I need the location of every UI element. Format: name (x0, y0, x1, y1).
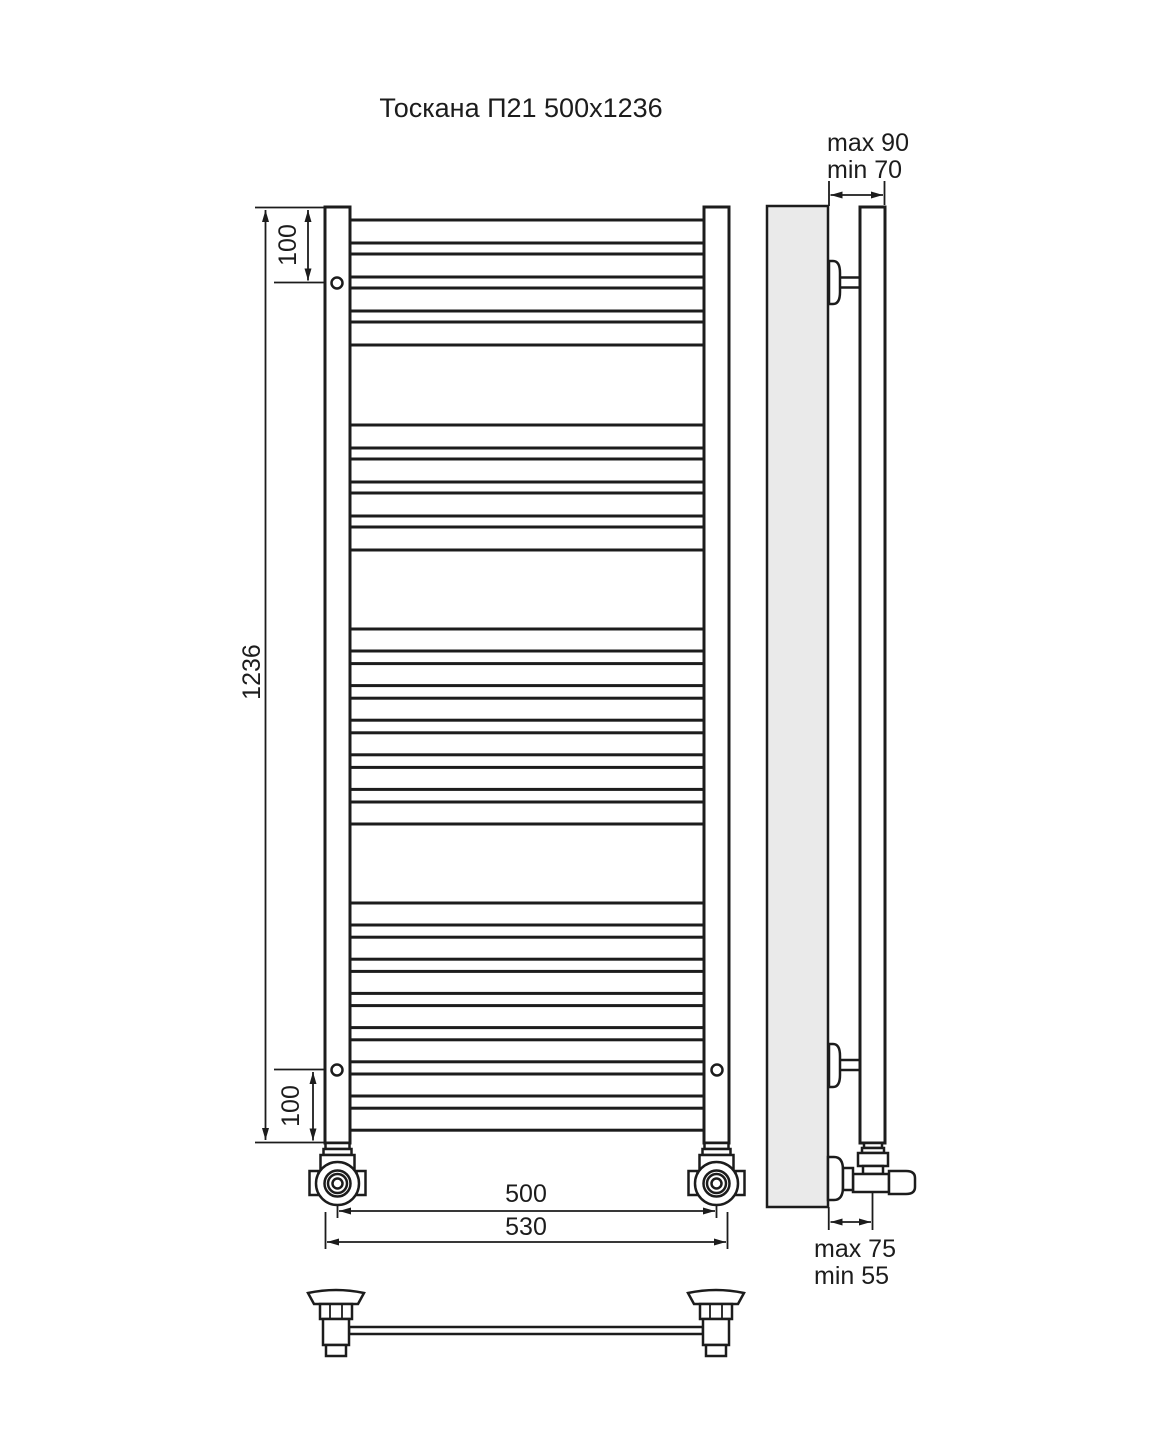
rung (347, 322, 706, 345)
detail-block (703, 1319, 729, 1345)
rung (347, 1108, 706, 1130)
detail-bracket-left (308, 1290, 364, 1356)
front-valve-left (310, 1143, 366, 1205)
rung (347, 254, 706, 277)
detail-cap (688, 1290, 744, 1304)
front-right-tube (704, 207, 729, 1143)
rung (347, 1040, 706, 1062)
drawing-title: Тоскана П21 500x1236 (379, 92, 663, 123)
rung (347, 459, 706, 482)
detail-bar (349, 1327, 703, 1334)
dimension-100-bottom-label: 100 (276, 1085, 305, 1127)
rung (347, 802, 706, 824)
dimension-max90-label: max 90 (827, 129, 909, 157)
rung (347, 698, 706, 720)
detail-nut (700, 1304, 732, 1319)
valve-ring (712, 1179, 722, 1189)
dimension-100-top-label: 100 (273, 224, 302, 266)
mounting-hole-bottom-left (332, 1065, 343, 1076)
side-tube (860, 207, 885, 1143)
mounting-hole-bottom-right (712, 1065, 723, 1076)
dimension-min55-label: min 55 (814, 1262, 890, 1290)
rung-group (347, 220, 706, 1130)
rung (347, 493, 706, 516)
detail-bracket-right (688, 1290, 744, 1356)
wall (767, 206, 828, 1207)
detail-cap (308, 1290, 364, 1304)
dimension-min70-label: min 70 (827, 156, 903, 184)
bracket-cap-bottom (829, 1044, 840, 1087)
rung (347, 425, 706, 448)
rung (347, 664, 706, 686)
dimension-500-label: 500 (505, 1179, 547, 1208)
rung (347, 527, 706, 550)
rung (347, 937, 706, 959)
bracket-cap-top (829, 261, 840, 304)
side-valve-body (853, 1174, 889, 1192)
rung (347, 1006, 706, 1028)
side-valve-nut (858, 1153, 888, 1166)
front-left-tube (325, 207, 350, 1143)
valve-ring (333, 1179, 343, 1189)
rung (347, 971, 706, 993)
dimension-max75-label: max 75 (814, 1235, 896, 1263)
rung (347, 767, 706, 789)
detail-block (323, 1319, 349, 1345)
front-valve-right (689, 1143, 745, 1205)
detail-nut (320, 1304, 352, 1319)
bracket-detail-view (308, 1290, 744, 1356)
rung (347, 1074, 706, 1096)
rung (347, 903, 706, 925)
rung (347, 733, 706, 755)
dimension-1236-label: 1236 (237, 644, 266, 700)
mounting-hole-top-left (332, 278, 343, 289)
rung (347, 629, 706, 651)
detail-foot (706, 1345, 726, 1356)
rung (347, 220, 706, 243)
dimension-530-label: 530 (505, 1212, 547, 1241)
side-valve-elbow (828, 1157, 843, 1200)
side-view (767, 206, 915, 1207)
rung (347, 288, 706, 311)
side-valve-handle (889, 1171, 915, 1194)
side-valve-collar (843, 1168, 853, 1190)
detail-foot (326, 1345, 346, 1356)
